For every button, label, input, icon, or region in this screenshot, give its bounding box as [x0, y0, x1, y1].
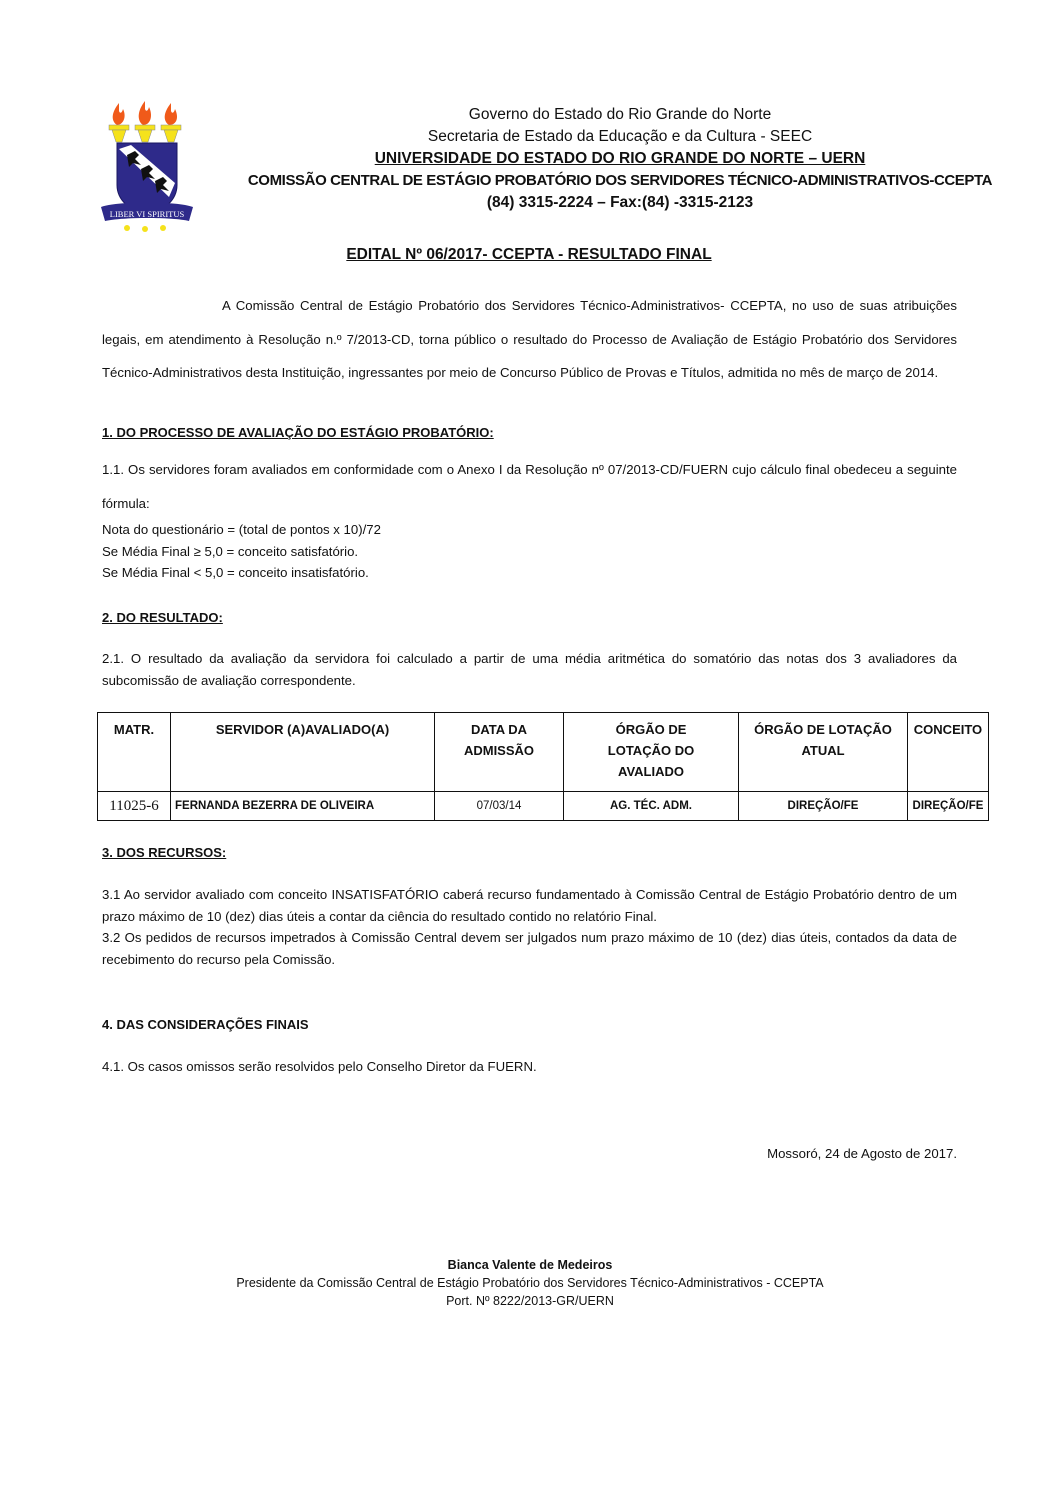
cell-conceito: DIREÇÃO/FE: [908, 792, 989, 821]
paragraph-3-1: 3.1 Ao servidor avaliado com conceito INSATISFATÓRIO caberá recurso fundamentado à Comissão Central de Estágio Probatório dentro de um prazo máximo de 10 (dez) dias úteis a contar da ciência do resultado contido no relatório Final.: [102, 887, 957, 924]
col-header-orgao-atual: ÓRGÃO DE LOTAÇÃO ATUAL: [739, 713, 908, 792]
letterhead: [205, 104, 1035, 214]
col-header-data-admissao: DATA DA ADMISSÃO: [435, 713, 564, 792]
torch-icon: [109, 101, 181, 142]
header-university: UNIVERSIDADE DO ESTADO DO RIO GRANDE DO NORTE – UERN: [374, 150, 866, 167]
signatory-name: Bianca Valente de Medeiros: [447, 1258, 613, 1272]
col-header-matr: MATR.: [98, 713, 171, 792]
cell-matr: 11025-6: [98, 792, 171, 821]
section-4-heading: 4. DAS CONSIDERAÇÕES FINAIS: [102, 1017, 309, 1032]
svg-text:LIBER VI SPIRITUS: LIBER VI SPIRITUS: [109, 209, 185, 219]
formula-line: Se Média Final ≥ 5,0 = conceito satisfatório.: [102, 543, 359, 559]
paragraph-1-1: 1.1. Os servidores foram avaliados em conformidade com o Anexo I da Resolução nº 07/2013-CD/FUERN cujo cálculo final obedeceu a seguinte fórmula:: [102, 462, 957, 511]
cell-data-admissao: 07/03/14: [435, 792, 564, 821]
header-secretariat: Secretaria de Estado da Educação e da Cultura - SEEC: [427, 128, 813, 145]
cell-orgao-avaliado: AG. TÉC. ADM.: [564, 792, 739, 821]
section-1-heading: 1. DO PROCESSO DE AVALIAÇÃO DO ESTÁGIO PROBATÓRIO:: [102, 425, 494, 440]
section-2-heading: 2. DO RESULTADO:: [102, 610, 223, 625]
col-header-servidor: SERVIDOR (A)AVALIADO(A): [171, 713, 435, 792]
cell-servidor: FERNANDA BEZERRA DE OLIVEIRA: [171, 792, 435, 821]
signature-block: [150, 1256, 910, 1310]
table-header-row: [98, 713, 989, 792]
col-header-conceito: CONCEITO: [908, 713, 989, 792]
results-table: [97, 712, 989, 821]
header-government: Governo do Estado do Rio Grande do Norte: [468, 106, 772, 123]
cell-orgao-atual: DIREÇÃO/FE: [739, 792, 908, 821]
signatory-portaria: Port. Nº 8222/2013-GR/UERN: [446, 1294, 614, 1308]
date-place: Mossoró, 24 de Agosto de 2017.: [767, 1146, 957, 1161]
formula-line: Se Média Final < 5,0 = conceito insatisfatório.: [102, 565, 369, 580]
uern-coat-of-arms-icon: [97, 95, 197, 235]
paragraph-4-1: 4.1. Os casos omissos serão resolvidos pelo Conselho Diretor da FUERN.: [102, 1059, 537, 1074]
intro-paragraph: A Comissão Central de Estágio Probatório dos Servidores Técnico-Administrativos- CCEPTA, no uso de suas atribuições legais, em atendimento à Resolução n.º 7/2013-CD, torna público o resultado do Processo de Avaliação de Estágio Probatório dos Servidores Técnico-Administrativos desta Instituição, ingressantes por meio de Concurso Público de Provas e Títulos, admitida no mês de março de 2014.: [102, 298, 957, 380]
col-header-orgao-avaliado: ÓRGÃO DE LOTAÇÃO DO AVALIADO: [564, 713, 739, 792]
formula-block: [102, 519, 957, 584]
signatory-role: Presidente da Comissão Central de Estágio Probatório dos Servidores Técnico-Administrativos - CCEPTA: [236, 1276, 824, 1290]
formula-line: Nota do questionário = (total de pontos x 10)/72: [102, 522, 381, 537]
table-row: [98, 792, 989, 821]
paragraph-3-2: 3.2 Os pedidos de recursos impetrados à Comissão Central devem ser julgados num prazo máximo de 10 (dez) dias úteis, contados da data de recebimento do recurso pela Comissão.: [102, 930, 957, 967]
paragraph-2-1: 2.1. O resultado da avaliação da servidora foi calculado a partir de uma média aritmética do somatório das notas dos 3 avaliadores da subcomissão de avaliação correspondente.: [102, 651, 957, 688]
section-3-body: [102, 884, 957, 970]
section-3-heading: 3. DOS RECURSOS:: [102, 845, 227, 860]
document-title: EDITAL Nº 06/2017- CCEPTA - RESULTADO FINAL: [346, 246, 712, 263]
header-phone: (84) 3315-2224 – Fax:(84) -3315-2123: [486, 194, 754, 211]
header-commission: COMISSÃO CENTRAL DE ESTÁGIO PROBATÓRIO DOS SERVIDORES TÉCNICO-ADMINISTRATIVOS-CCEPTA: [247, 172, 993, 189]
